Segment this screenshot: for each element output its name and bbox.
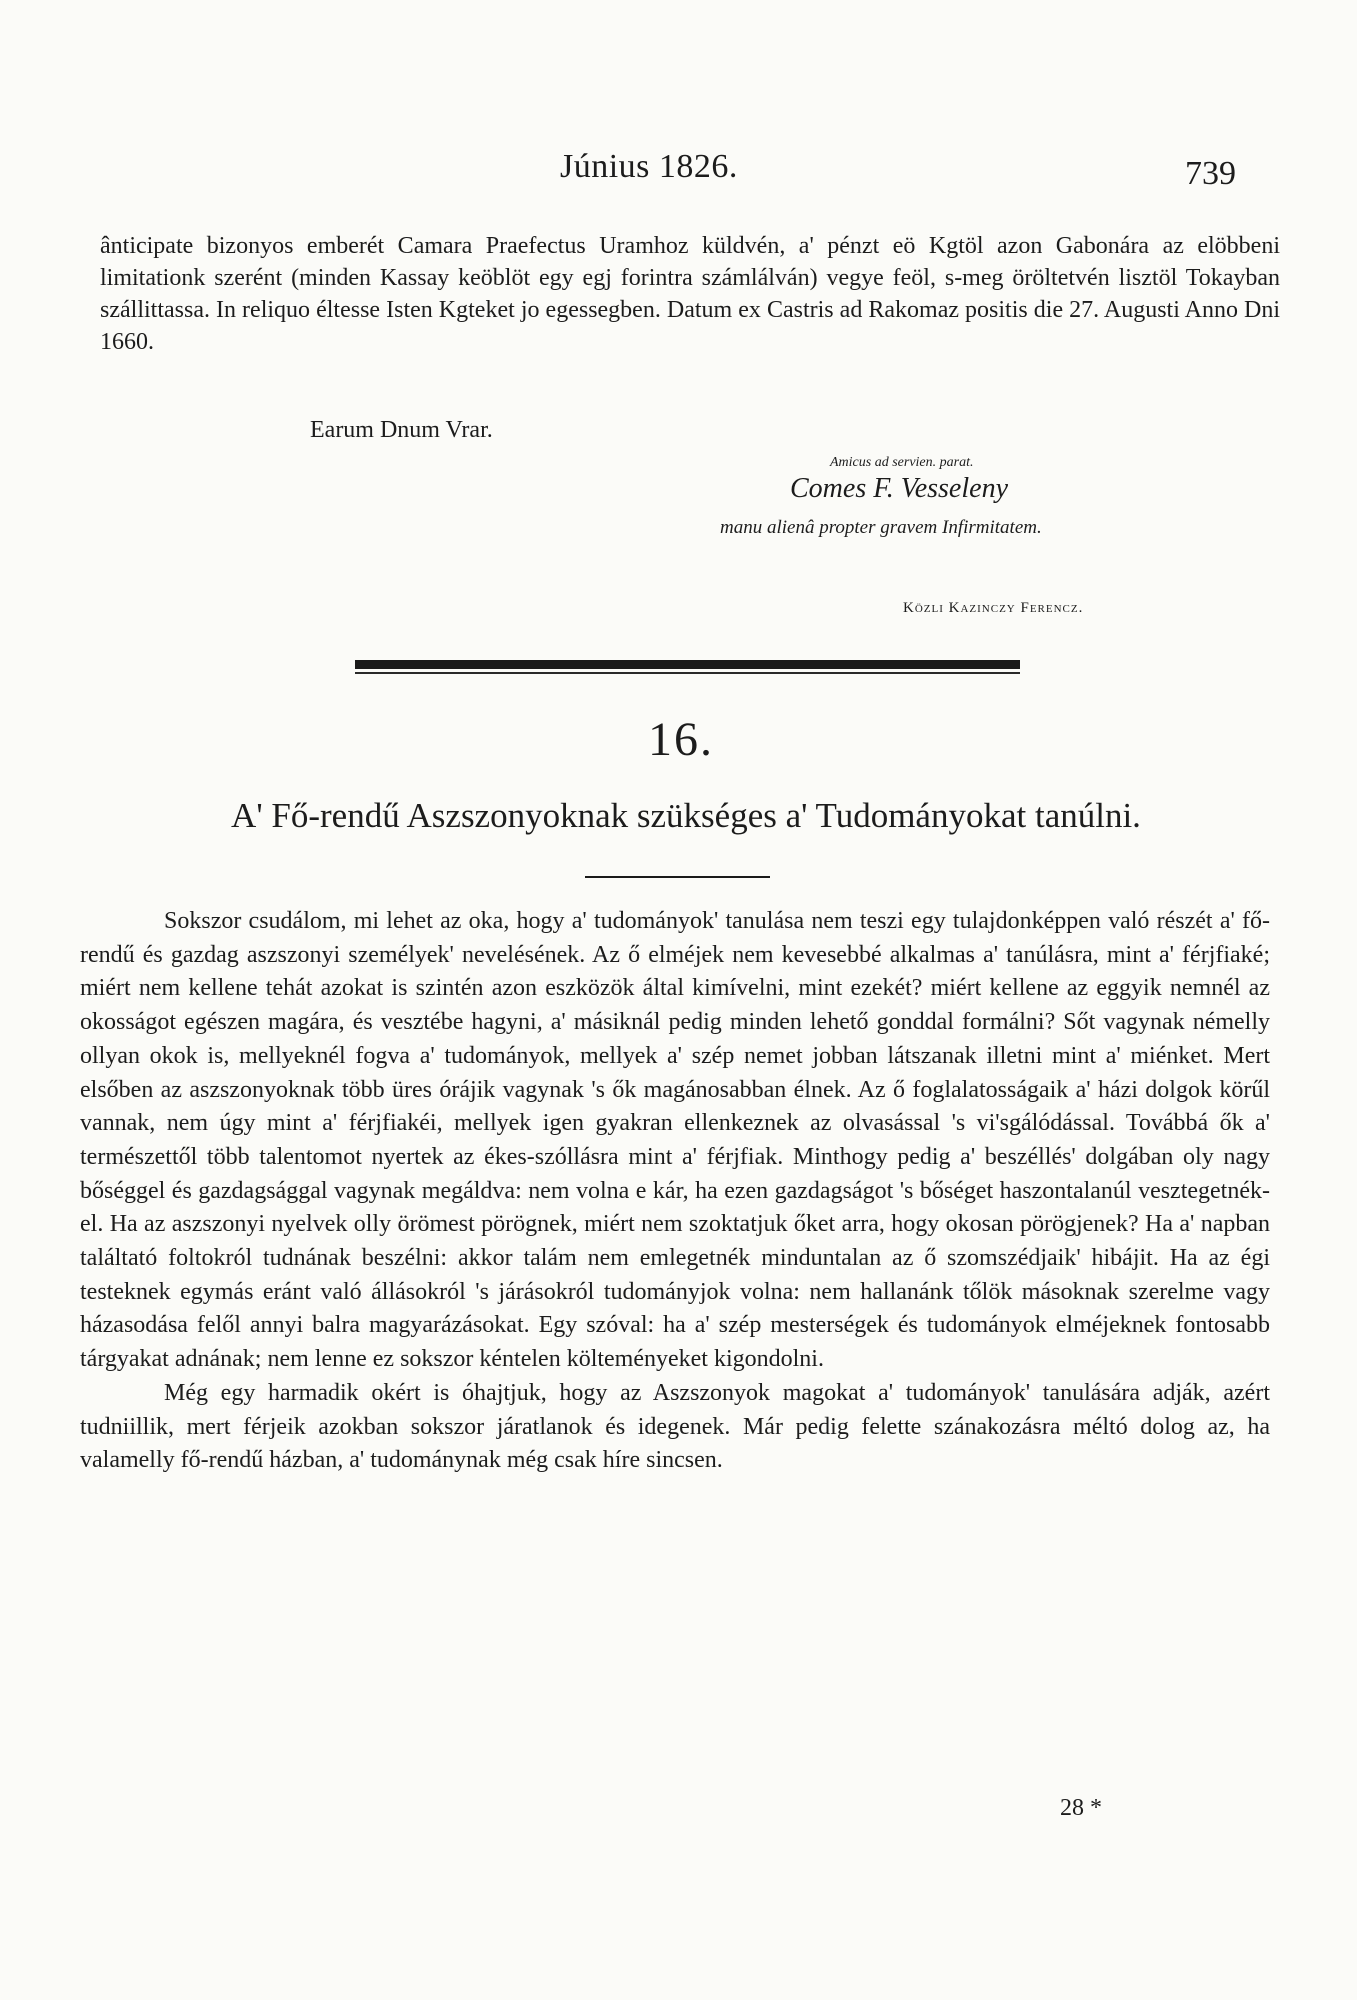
article-body [80,905,1270,1478]
section-divider-thin [355,672,1020,674]
printer-signature-mark: 28 * [1060,1795,1102,1821]
letter-text: ânticipate bizonyos emberét Camara Praefectus Uramhoz küldvén, a' pénzt eö Kgtöl azon Gabonára az elöbbeni limitationk szerént (minden Kassay keöblöt egy egj forintra számlálván) vegye feöl, s-meg öröltetvén lisztöl Tokayban szállittassa. In reliquo éltesse Isten Kgteket jo egessegben. Datum ex Castris ad Rakomaz positis die 27. Augusti Anno Dni 1660. [100,233,1280,355]
letter-salutation: Earum Dnum Vrar. [310,417,493,443]
title-divider [585,876,770,878]
section-divider-thick [355,660,1020,669]
closing-line: Amicus ad servien. parat. [830,455,974,470]
page-number: 739 [1185,155,1236,192]
article-number: 16. [648,713,714,766]
article-paragraph-2: Még egy harmadik okért is óhajtjuk, hogy az Aszszonyok magokat a' tudományok' tanulására adják, azért tudniillik, mert férjeik azokban sokszor járatlanok és idegenek. Már pedig felette szánakozásra méltó dolog az, ha valamelly fő-rendű házban, a' tudománynak még csak híre sincsen. [80,1379,1270,1474]
signer-note: manu alienâ propter gravem Infirmitatem. [720,517,1042,538]
attribution: Közli Kazinczy Ferencz. [903,600,1084,616]
signer-name: Comes F. Vesseleny [790,473,1008,504]
article-title: A' Fő-rendű Aszszonyoknak szükséges a' Tudományokat tanúlni. [231,796,1141,835]
running-head: Június 1826. [560,148,738,185]
article-paragraph-1: Sokszor csudálom, mi lehet az oka, hogy a' tudományok' tanulása nem teszi egy tulajdonképpen való részét a' fő-rendű és gazdag aszszonyi személyek' nevelésének. Az ő elméjek nem kevesebbé alkalmas a' tanúlásra, mint a' férjfiaké; miért nem kellene tehát azokat is szintén azon eszközök által kimívelni, mint ezekét? miért kellene az eggyik nemnél az okosságot egészen magára, és vesztébe hagyni, a' másiknál pedig minden lehető gonddal formálni? Sőt vagynak némelly ollyan okok is, mellyeknél fogva a' tudományok, mellyek a' szép nemet jobban látszanak illetni mint a' miénket. Mert elsőben az aszszonyoknak több üres órájik vagynak 's ők magánosabban élnek. Az ő foglalatosságaik a' házi dolgok körűl vannak, nem úgy mint a' férjfiakéi, mellyek igen gyakran ellenkeznek az olvasással 's vi'sgálódással. Továbbá ők a' természettől több talentomot nyertek az ékes-szóllásra mint a' férjfiak. Minthogy pedig a' beszéllés' dolgában oly nagy bőséggel és gazdagsággal vagynak megáldva: nem volna e kár, ha ezen gazdagságot 's bőséget haszontalanúl vesztegetnék-el. Ha az aszszonyi nyelvek olly örömest pörögnek, miért nem szoktatjuk őket arra, hogy okosan pörögjenek? Ha a' napban találtató foltokról tudnának beszélni: akkor talám nem emlegetnék minduntalan az ő szomszédjaik' hibájit. Ha az égi testeknek egymás eránt való állásokról 's járásokról tudományjok volna: nem hallanánk tőlök másoknak szerelme vagy házasodása felől annyi balra magyarázásokat. Egy szóval: ha a' szép mesterségek és tudományok elméjeknek fontosabb tárgyakat adnának; nem lenne ez sokszor kéntelen költeményeket kigondolni. [80,908,1270,1373]
